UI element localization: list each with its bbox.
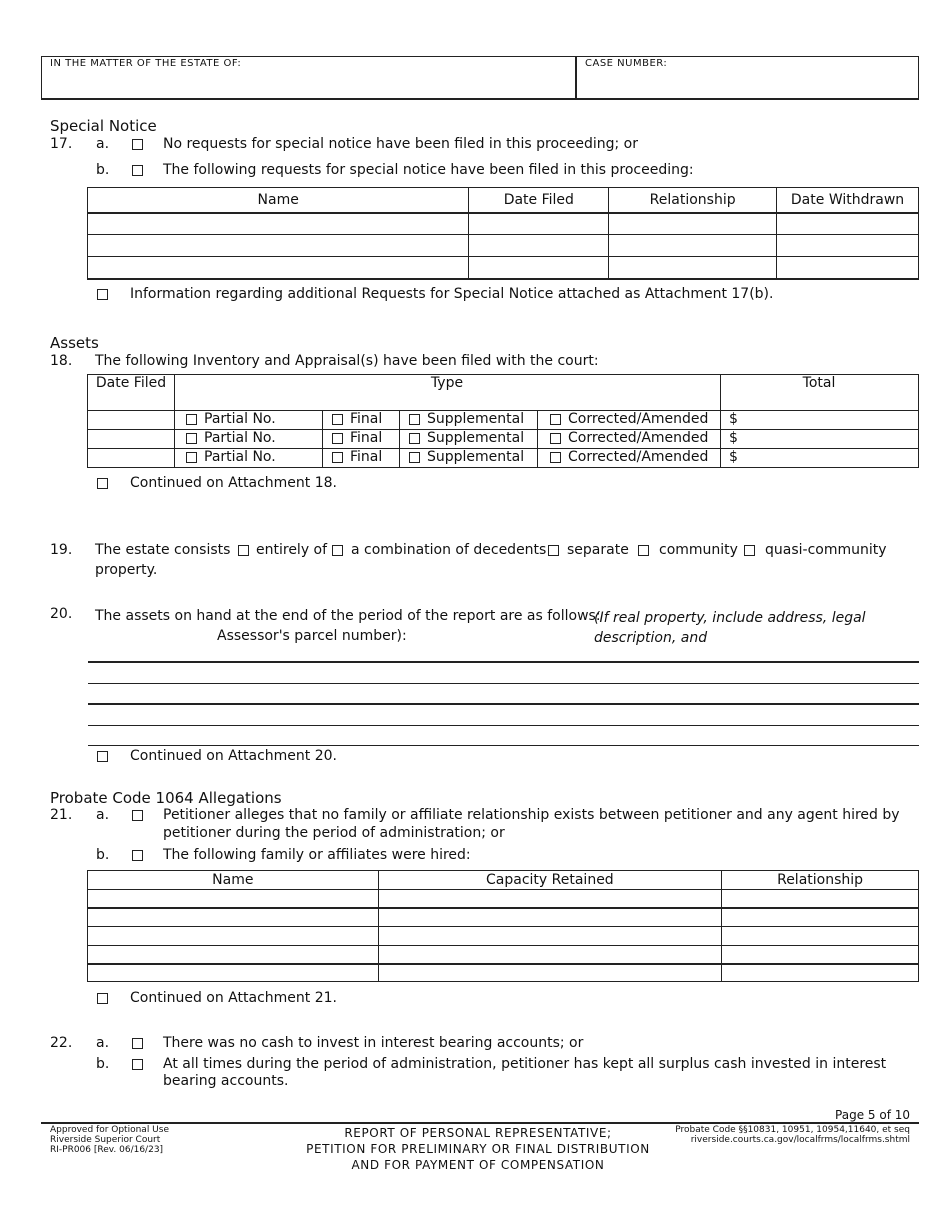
estate-name-field[interactable] (50, 75, 565, 97)
partial-checkbox[interactable] (186, 452, 197, 463)
item-17b-text: The following requests for special notice have been filed in this proceeding: (163, 162, 694, 178)
item-19-text-end: property. (95, 562, 158, 578)
code-block (675, 1125, 910, 1145)
case-number-field[interactable] (585, 75, 910, 97)
table-row (88, 429, 918, 448)
col-relationship: Relationship (722, 871, 919, 890)
cell[interactable] (88, 235, 469, 257)
cell[interactable] (378, 908, 722, 927)
corrected-checkbox[interactable] (550, 452, 561, 463)
combination-checkbox[interactable] (332, 545, 343, 556)
item-18-number: 18. (50, 353, 73, 369)
item-21b-checkbox[interactable] (132, 850, 143, 861)
final-checkbox[interactable] (332, 414, 343, 425)
partial-label: Partial No. (204, 411, 276, 427)
item-21b-letter: b. (96, 847, 110, 863)
cell[interactable] (469, 235, 609, 257)
item-22a-letter: a. (96, 1035, 110, 1051)
col-total: Total (802, 375, 836, 391)
item-17a-checkbox[interactable] (132, 139, 143, 150)
cell[interactable] (722, 890, 919, 908)
item-17b-letter: b. (96, 162, 110, 178)
caption-box (41, 56, 919, 100)
item-22a-text: There was no cash to invest in interest bearing accounts; or (163, 1035, 584, 1051)
asset-line[interactable] (88, 683, 919, 684)
cell[interactable] (722, 964, 919, 982)
asset-line[interactable] (88, 661, 919, 663)
col-date-filed: Date Filed (469, 188, 609, 213)
currency-symbol: $ (729, 430, 738, 446)
attachment-21-checkbox[interactable] (97, 993, 108, 1004)
approved-line-2: Riverside Superior Court (50, 1135, 161, 1145)
partial-label: Partial No. (204, 449, 276, 465)
item-21a-checkbox[interactable] (132, 810, 143, 821)
cell[interactable] (88, 927, 379, 946)
col-name: Name (88, 871, 379, 890)
cell[interactable] (88, 946, 379, 964)
page-number: Page 5 of 10 (835, 1108, 910, 1122)
currency-symbol: $ (729, 449, 738, 465)
cell[interactable] (88, 964, 379, 982)
form-title (250, 1125, 706, 1173)
approved-block (50, 1125, 169, 1155)
affiliates-table (87, 870, 919, 982)
attachment-17b-text: Information regarding additional Requests for Special Notice attached as Attachment 17(b). (130, 286, 774, 302)
col-date-filed: Date Filed (95, 375, 167, 391)
final-label: Final (350, 430, 383, 446)
table-row (88, 448, 918, 467)
community-label: community (659, 542, 738, 558)
cell[interactable] (378, 927, 722, 946)
inventory-table (87, 374, 919, 468)
entirely-label: entirely of (256, 542, 328, 558)
table-row (88, 946, 919, 964)
col-name: Name (88, 188, 469, 213)
item-20-number: 20. (50, 606, 73, 622)
col-date-withdrawn: Date Withdrawn (777, 188, 919, 213)
item-22a-checkbox[interactable] (132, 1038, 143, 1049)
probate-heading: Probate Code 1064 Allegations (50, 789, 282, 807)
attachment-18-checkbox[interactable] (97, 478, 108, 489)
combination-label: a combination of decedents (351, 542, 547, 558)
supplemental-label: Supplemental (427, 449, 525, 465)
item-17a-text: No requests for special notice have been filed in this proceeding; or (163, 136, 638, 152)
cell[interactable] (378, 946, 722, 964)
table-row (88, 235, 919, 257)
cell[interactable] (722, 908, 919, 927)
item-20-tail: Assessor's parcel number): (217, 628, 407, 644)
cell[interactable] (469, 213, 609, 235)
item-21a-letter: a. (96, 807, 110, 823)
supplemental-checkbox[interactable] (409, 433, 420, 444)
corrected-label: Corrected/Amended (568, 449, 709, 465)
attachment-20-checkbox[interactable] (97, 751, 108, 762)
approved-line-1: Approved for Optional Use (50, 1125, 169, 1135)
table-row (88, 213, 919, 235)
cell[interactable] (88, 908, 379, 927)
cell[interactable] (777, 213, 919, 235)
item-18-text: The following Inventory and Appraisal(s) have been filed with the court: (95, 353, 599, 369)
attachment-21-text: Continued on Attachment 21. (130, 990, 337, 1006)
quasi-community-label: quasi-community (765, 542, 887, 558)
estate-label: IN THE MATTER OF THE ESTATE OF: (50, 58, 242, 69)
item-21-number: 21. (50, 807, 73, 823)
item-19-number: 19. (50, 542, 73, 558)
item-17a-letter: a. (96, 136, 110, 152)
item-17b-checkbox[interactable] (132, 165, 143, 176)
item-21a-text-1: Petitioner alleges that no family or affiliate relationship exists between petitioner and any agent hired by (163, 807, 900, 823)
asset-line[interactable] (88, 745, 919, 746)
col-type: Type (430, 375, 464, 391)
entirely-checkbox[interactable] (238, 545, 249, 556)
attachment-17b-checkbox[interactable] (97, 289, 108, 300)
cell[interactable] (88, 890, 379, 908)
col-relationship: Relationship (609, 188, 777, 213)
cell[interactable] (609, 213, 777, 235)
asset-line[interactable] (88, 703, 919, 705)
special-notice-heading: Special Notice (50, 117, 157, 135)
code-line-1: Probate Code §§10831, 10951, 10954,11640, et seq (675, 1125, 910, 1135)
cell[interactable] (469, 257, 609, 279)
table-row (88, 257, 919, 279)
item-22b-checkbox[interactable] (132, 1059, 143, 1070)
code-line-2: riverside.courts.ca.gov/localfrms/localfrms.shtml (690, 1135, 910, 1145)
supplemental-label: Supplemental (427, 411, 525, 427)
case-number-label: CASE NUMBER: (585, 58, 668, 69)
corrected-checkbox[interactable] (550, 414, 561, 425)
item-21a-text-2: petitioner during the period of administration; or (163, 825, 505, 841)
table-row (88, 410, 918, 429)
final-checkbox[interactable] (332, 452, 343, 463)
corrected-label: Corrected/Amended (568, 411, 709, 427)
item-22-number: 22. (50, 1035, 73, 1051)
table-row (88, 927, 919, 946)
approved-line-3: RI-PR006 [Rev. 06/16/23] (50, 1145, 164, 1155)
item-17-number: 17. (50, 136, 73, 152)
item-22b-text-2: bearing accounts. (163, 1073, 289, 1089)
final-label: Final (350, 411, 383, 427)
currency-symbol: $ (729, 411, 738, 427)
final-checkbox[interactable] (332, 433, 343, 444)
cell[interactable] (777, 235, 919, 257)
separate-checkbox[interactable] (548, 545, 559, 556)
partial-label: Partial No. (204, 430, 276, 446)
table-row (88, 890, 919, 908)
cell[interactable] (722, 927, 919, 946)
partial-checkbox[interactable] (186, 433, 197, 444)
item-22b-text-1: At all times during the period of administration, petitioner has kept all surplus cash invested in interest (163, 1056, 887, 1072)
cell[interactable] (777, 257, 919, 279)
quasi-community-checkbox[interactable] (744, 545, 755, 556)
partial-checkbox[interactable] (186, 414, 197, 425)
cell[interactable] (609, 235, 777, 257)
cell[interactable] (378, 964, 722, 982)
attachment-20-text: Continued on Attachment 20. (130, 748, 337, 764)
cell[interactable] (609, 257, 777, 279)
asset-line[interactable] (88, 725, 919, 726)
table-row (88, 908, 919, 927)
item-21b-text: The following family or affiliates were hired: (163, 847, 471, 863)
assets-heading: Assets (50, 334, 99, 352)
table-row (88, 964, 919, 982)
community-checkbox[interactable] (638, 545, 649, 556)
supplemental-label: Supplemental (427, 430, 525, 446)
item-20-italic-text: (If real property, include address, legal description, and (594, 610, 866, 646)
cell[interactable] (378, 890, 722, 908)
footer-rule (41, 1122, 919, 1124)
supplemental-checkbox[interactable] (409, 452, 420, 463)
corrected-label: Corrected/Amended (568, 430, 709, 446)
special-notice-table (87, 187, 919, 280)
item-20-text: The assets on hand at the end of the period of the report are as follows: (95, 608, 601, 624)
separate-label: separate (567, 542, 629, 558)
item-22b-letter: b. (96, 1056, 110, 1072)
cell[interactable] (88, 257, 469, 279)
corrected-checkbox[interactable] (550, 433, 561, 444)
form-title-line-3: AND FOR PAYMENT OF COMPENSATION (351, 1158, 605, 1172)
item-19-text: The estate consists (95, 542, 231, 558)
cell[interactable] (722, 946, 919, 964)
form-title-line-2: PETITION FOR PRELIMINARY OR FINAL DISTRIBUTION (306, 1142, 650, 1156)
final-label: Final (350, 449, 383, 465)
caption-divider (575, 57, 577, 98)
supplemental-checkbox[interactable] (409, 414, 420, 425)
col-capacity-retained: Capacity Retained (378, 871, 722, 890)
cell[interactable] (88, 213, 469, 235)
form-title-line-1: REPORT OF PERSONAL REPRESENTATIVE; (344, 1126, 612, 1140)
attachment-18-text: Continued on Attachment 18. (130, 475, 337, 491)
